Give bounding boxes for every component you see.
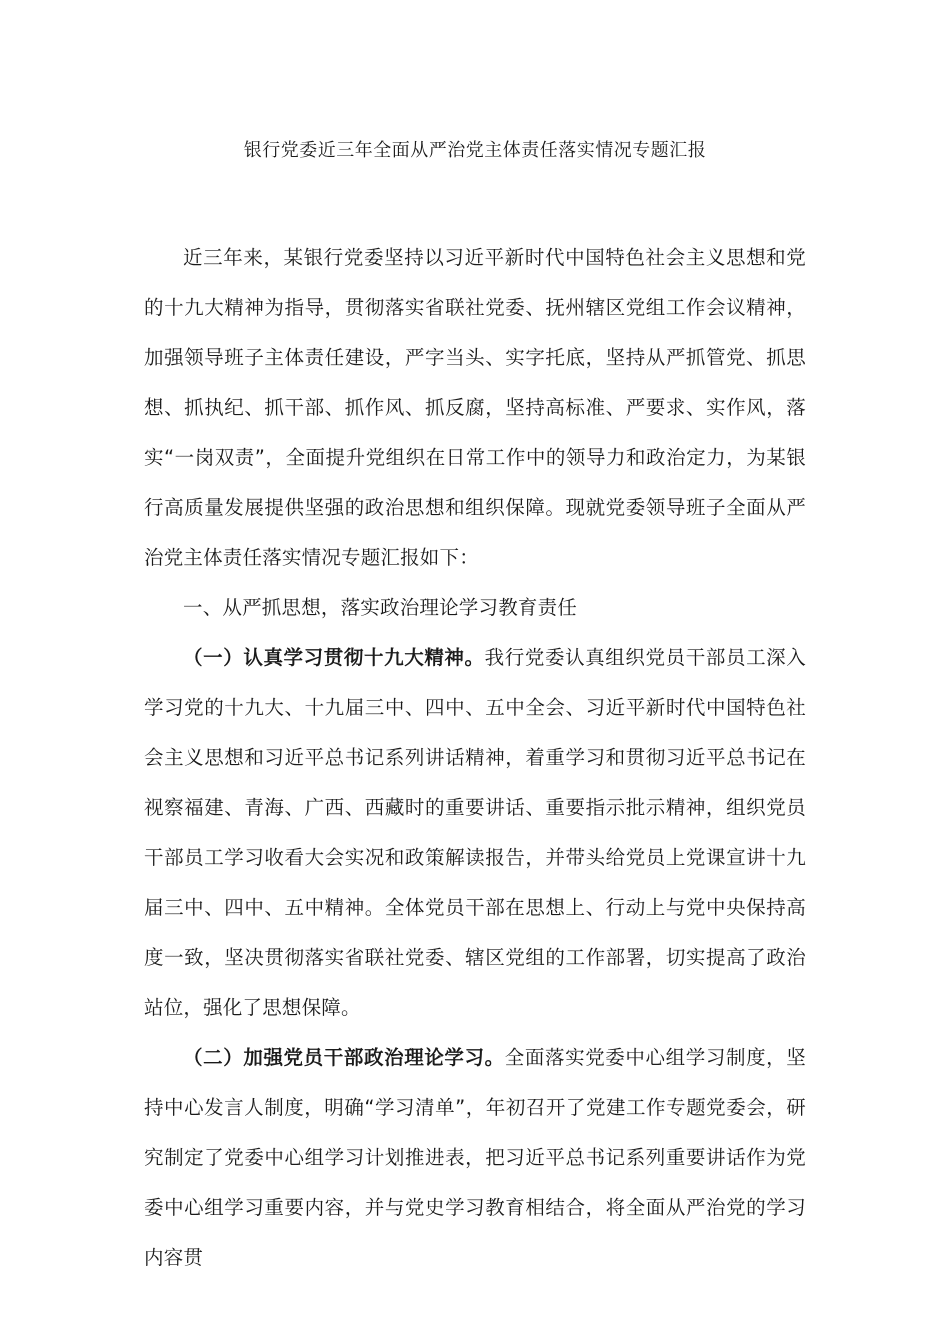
item-body-2: 全面落实党委中心组学习制度，坚持中心发言人制度，明确“学习清单”，年初召开了党建工作专题党委会，研究制定了党委中心组学习计划推进表，把习近平总书记系列重要讲话作为党委中心组学习重要内容，并与党史学习教育相结合，将全面从严治党的学习内容贯 xyxy=(144,1046,806,1269)
item-paragraph-2 xyxy=(144,1033,806,1283)
document-body xyxy=(144,233,806,1283)
document-title: 银行党委近三年全面从严治党主体责任落实情况专题汇报 xyxy=(243,140,707,161)
item-body-1: 我行党委认真组织党员干部员工深入学习党的十九大、十九届三中、四中、五中全会、习近平新时代中国特色社会主义思想和习近平总书记系列讲话精神，着重学习和贯彻习近平总书记在视察福建、青海、广西、西藏时的重要讲话、重要指示批示精神，组织党员干部员工学习收看大会实况和政策解读报告，并带头给党员上党课宣讲十九届三中、四中、五中精神。全体党员干部在思想上、行动上与党中央保持高度一致，坚决贯彻落实省联社党委、辖区党组的工作部署，切实提高了政治站位，强化了思想保障。 xyxy=(144,646,806,1019)
section-heading: 一、从严抓思想，落实政治理论学习教育责任 xyxy=(183,596,578,619)
item-lead-2: （二）加强党员干部政治理论学习。 xyxy=(183,1046,505,1069)
item-paragraph-1 xyxy=(144,633,806,1033)
item-lead-1: （一）认真学习贯彻十九大精神。 xyxy=(183,646,485,669)
intro-paragraph: 近三年来，某银行党委坚持以习近平新时代中国特色社会主义思想和党的十九大精神为指导，贯彻落实省联社党委、抚州辖区党组工作会议精神，加强领导班子主体责任建设，严字当头、实字托底，坚持从严抓管党、抓思想、抓执纪、抓干部、抓作风、抓反腐，坚持高标准、严要求、实作风，落实“一岗双责”，全面提升党组织在日常工作中的领导力和政治定力，为某银行高质量发展提供坚强的政治思想和组织保障。现就党委领导班子全面从严治党主体责任落实情况专题汇报如下： xyxy=(144,246,806,569)
